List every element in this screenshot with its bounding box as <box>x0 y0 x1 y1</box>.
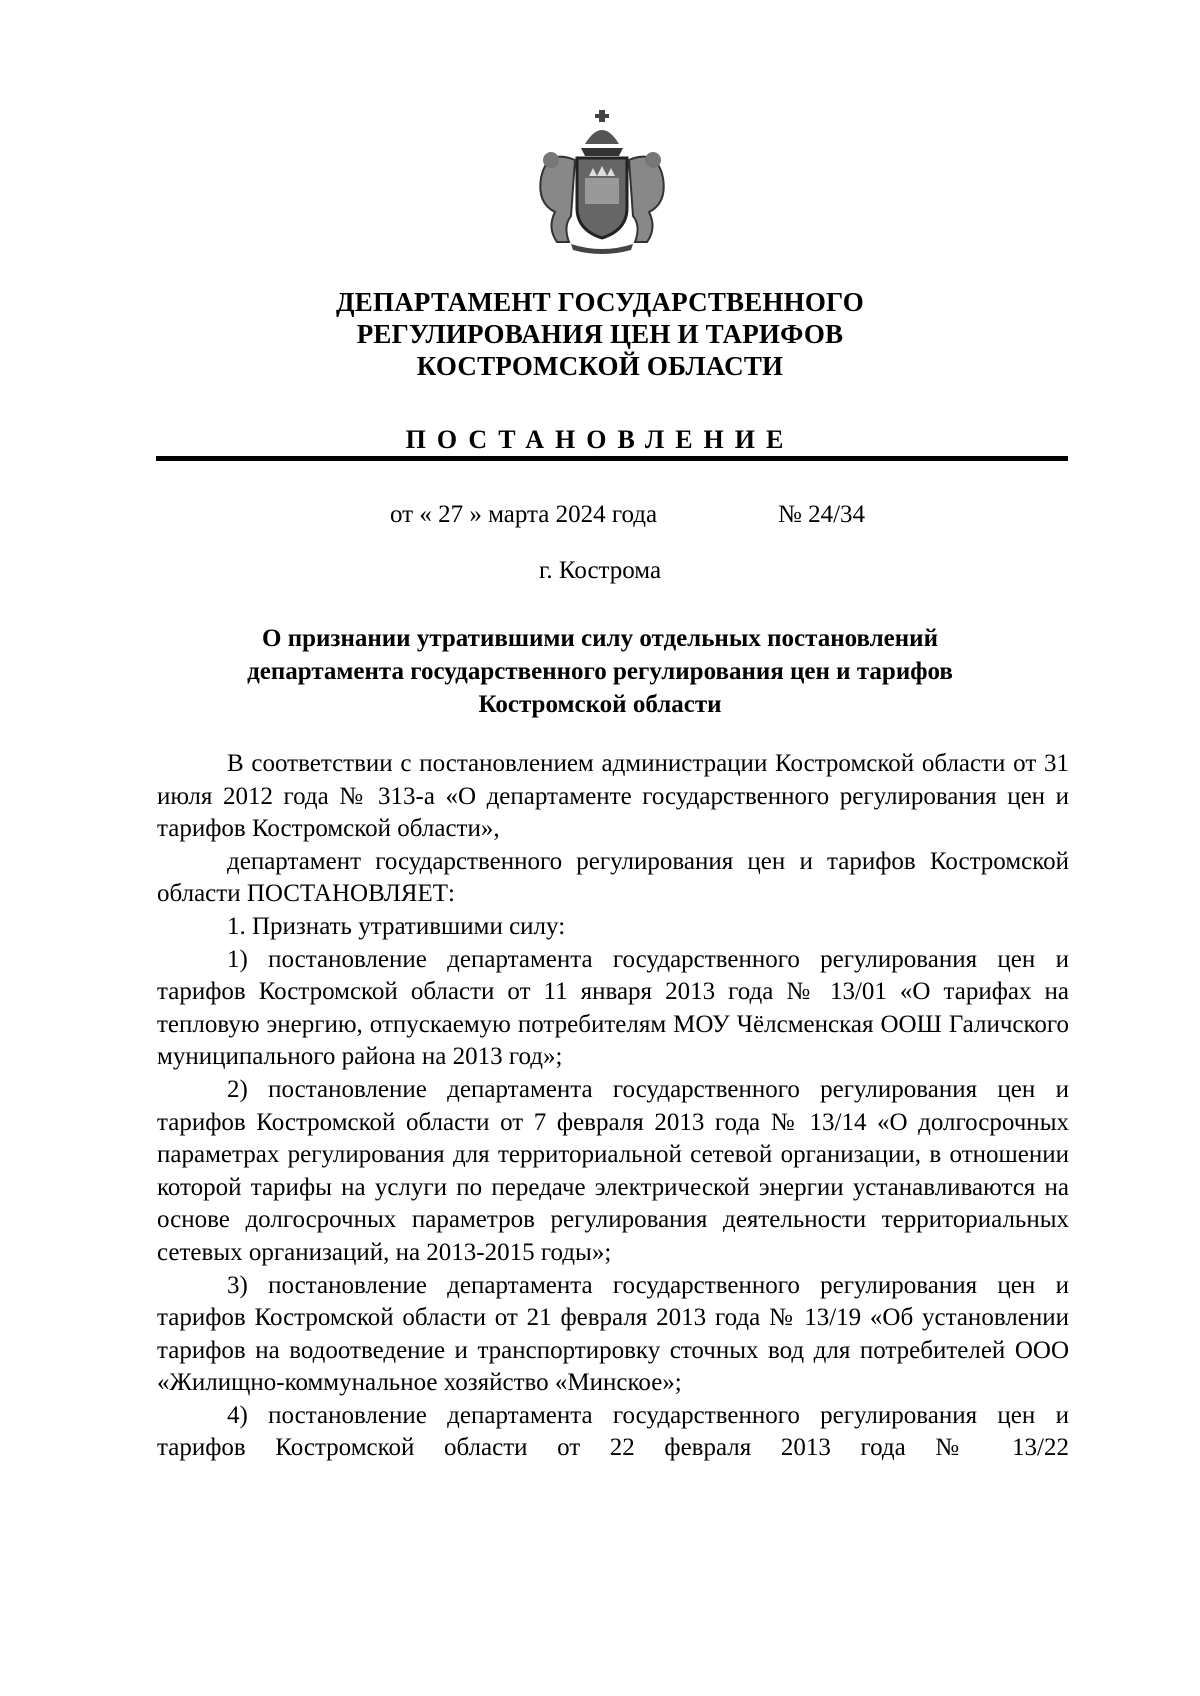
header-divider <box>156 456 1068 461</box>
org-name-line-2: РЕГУЛИРОВАНИЯ ЦЕН И ТАРИФОВ <box>356 319 844 349</box>
org-name-line-1: ДЕПАРТАМЕНТ ГОСУДАРСТВЕННОГО <box>336 287 864 317</box>
document-date: от « 27 » марта 2024 года <box>390 501 658 528</box>
coat-of-arms-icon <box>527 108 677 258</box>
paragraph-resolves: департамент государственного регулирования цен и тарифов Костромской области ПОСТАНОВЛЯЕТ: <box>157 847 1069 908</box>
organization-name <box>200 286 1000 382</box>
document-title <box>180 622 1020 721</box>
document-type: ПОСТАНОВЛЕНИЕ <box>405 425 795 454</box>
paragraph-subitem-2: 2) постановление департамента государственного регулирования цен и тарифов Костромской области от 7 февраля 2013 года № 13/14 «О долгосрочных параметрах регулирования для территориальной сетевой организации, в отношении которой тарифы на услуги по передаче электрической энергии устанавливаются на основе долгосрочных параметров регулирования деятельности территориальных сетевых организаций, на 2013-2015 годы»; <box>157 1075 1069 1266</box>
paragraph-subitem-4: 4) постановление департамента государственного регулирования цен и тарифов Костромской области от 22 февраля 2013 года № 13/22 <box>157 1401 1069 1462</box>
document-body <box>157 748 1069 1465</box>
org-name-line-3: КОСТРОМСКОЙ ОБЛАСТИ <box>416 351 784 381</box>
document-number: № 24/34 <box>778 501 866 528</box>
title-line-1: О признании утратившими силу отдельных постановлений <box>262 625 938 652</box>
paragraph-subitem-3: 3) постановление департамента государственного регулирования цен и тарифов Костромской области от 21 февраля 2013 года № 13/19 «Об установлении тарифов на водоотведение и транспортировку сточных вод для потребителей ООО «Жилищно-коммунальное хозяйство «Минское»; <box>157 1271 1069 1397</box>
paragraph-subitem-1: 1) постановление департамента государственного регулирования цен и тарифов Костромской области от 11 января 2013 года № 13/01 «О тарифах на тепловую энергию, отпускаемую потребителям МОУ Чёлсменская ООШ Галичского муниципального района на 2013 год»; <box>157 945 1069 1071</box>
title-line-2: департамента государственного регулирования цен и тарифов <box>247 658 953 685</box>
title-line-3: Костромской области <box>478 691 722 718</box>
document-city: г. Кострома <box>538 557 662 584</box>
paragraph-preamble: В соответствии с постановлением администрации Костромской области от 31 июля 2012 года № 313-а «О департаменте государственного регулирования цен и тарифов Костромской области», <box>157 750 1069 843</box>
paragraph-item-1: 1. Признать утратившими силу: <box>227 912 566 940</box>
